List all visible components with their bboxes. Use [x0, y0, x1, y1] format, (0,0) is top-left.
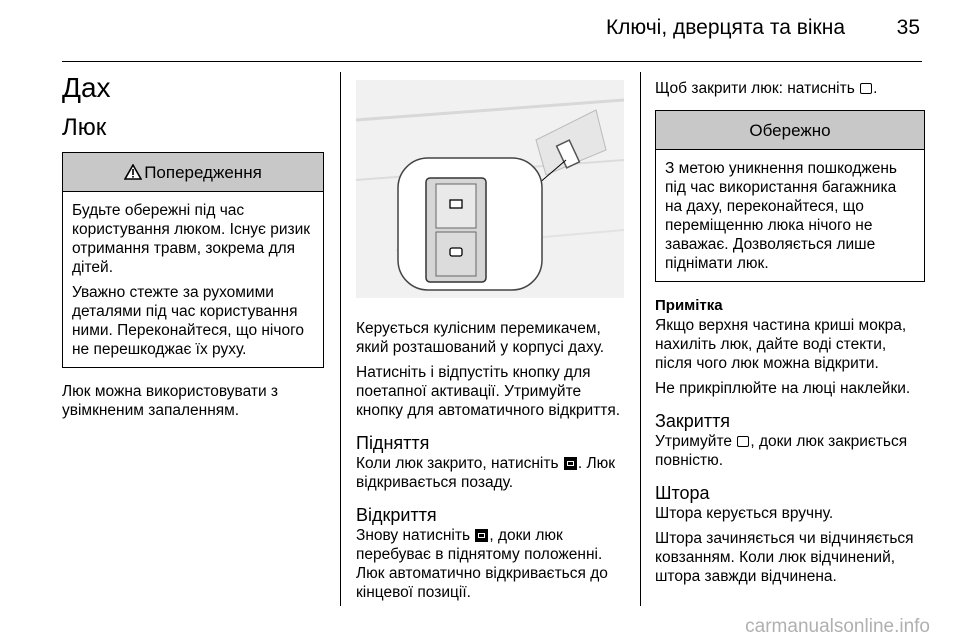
closing-title: Закриття — [655, 411, 731, 431]
button-usage: Натисніть і відпустіть кнопку для поетапної активації. Утримуйте кнопку для автоматичного відкриття. — [356, 364, 621, 419]
caution-box — [655, 110, 925, 282]
note-title: Примітка — [655, 297, 723, 314]
closing-text: Утримуйте , доки люк закриється повністю. — [655, 433, 908, 469]
caution-title: Обережно — [749, 120, 831, 140]
blind-text-1: Штора керується вручну. — [655, 505, 834, 522]
lift-text: Коли люк закрито, натисніть . Люк відкривається позаду. — [356, 455, 616, 491]
close-button-icon — [860, 83, 872, 94]
page-number: 35 — [896, 16, 920, 39]
blind-title: Штора — [655, 483, 710, 503]
caution-text: З метою уникнення пошкоджень під час використання багажника на даху, переконайтеся, що переміщенню люка нічого не заважає. Дозволяється лише піднімати люк. — [665, 160, 898, 272]
note-text: Якщо верхня частина криші мокра, нахиліть люк, дайте воді стекти, після чого люк можна відкрити. — [655, 317, 907, 372]
subsection-title: Люк — [62, 114, 107, 141]
warning-header — [63, 153, 323, 192]
open-button-icon — [475, 529, 488, 542]
open-text: Знову натисніть , доки люк перебуває в піднятому положенні. Люк автоматично відкривається до кінцевої позиції. — [356, 527, 608, 601]
rocker-switch-illustration — [356, 80, 624, 298]
ignition-note: Люк можна використовувати з увімкненим запаленням. — [62, 383, 279, 419]
column-3 — [655, 72, 925, 592]
top-rule — [62, 61, 922, 62]
watermark: carmanualsonline.info — [745, 616, 930, 637]
caution-body — [656, 150, 924, 281]
blind-text-2: Штора зачиняється чи відчиняється ковзанням. Коли люк відчинений, штора завжди відчинена. — [655, 530, 914, 585]
warning-body — [63, 192, 323, 367]
closing-button-icon — [737, 436, 749, 447]
warning-text-2: Уважно стежте за рухомими деталями під час користування ними. Переконайтеся, що нічого не перешкоджає їх руху. — [72, 284, 305, 358]
column-divider-1 — [340, 72, 341, 606]
caution-header — [656, 111, 924, 150]
warning-title: Попередження — [144, 162, 262, 182]
column-divider-2 — [640, 72, 641, 606]
open-title: Відкриття — [356, 505, 437, 525]
header-title: Ключі, дверцята та вікна — [605, 16, 845, 39]
close-instruction: Щоб закрити люк: натисніть . — [655, 80, 878, 97]
lift-title: Підняття — [356, 433, 430, 453]
lift-button-icon — [564, 457, 577, 470]
sticker-note: Не прикріплюйте на люці наклейки. — [655, 380, 911, 397]
section-title: Дах — [62, 72, 111, 103]
column-1 — [62, 72, 324, 426]
warning-text-1: Будьте обережні під час користування люком. Існує ризик отримання травм, зокрема для дітей. — [72, 202, 311, 276]
column-2 — [356, 72, 624, 608]
warning-triangle-icon — [124, 164, 142, 180]
switch-description: Керується кулісним перемикачем, який розташований у корпусі даху. — [356, 320, 605, 356]
warning-box — [62, 152, 324, 368]
